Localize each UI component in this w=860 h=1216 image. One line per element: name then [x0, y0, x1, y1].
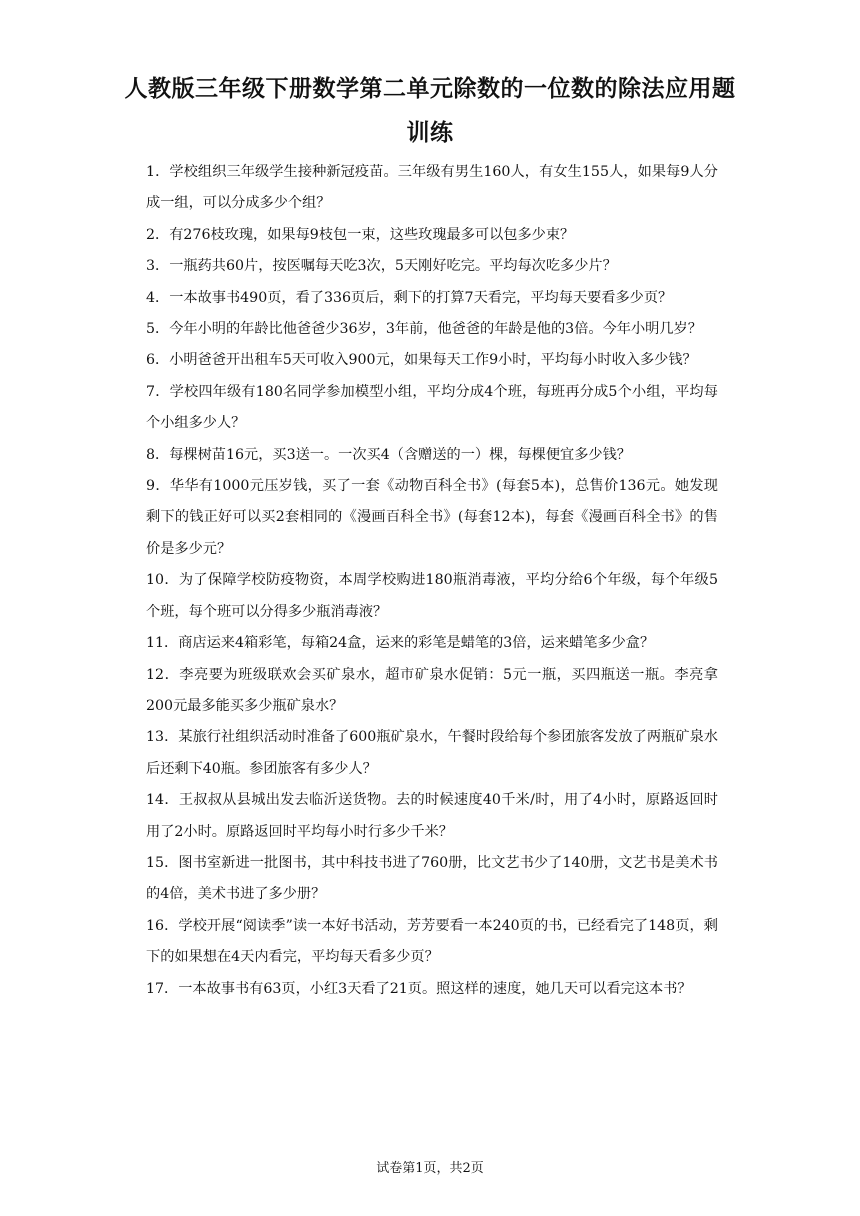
question-item: 3．一瓶药共60片，按医嘱每天吃3次，5天刚好吃完。平均每次吃多少片？ [146, 258, 617, 275]
question-item: 5．今年小明的年龄比他爸爸少36岁，3年前，他爸爸的年龄是他的3倍。今年小明几岁？ [146, 321, 702, 338]
question-item: 8．每棵树苗16元，买3送一。一次买4（含赠送的一）棵，每棵便宜多少钱？ [146, 446, 631, 463]
question-item: 10．为了保障学校防疫物资，本周学校购进180瓶消毒液，平均分给6个年级，每个年级5个班，每个班可以分得多少瓶消毒液？ [146, 572, 718, 620]
page-footer: 试卷第1页，共2页 [376, 1161, 484, 1176]
question-item: 9．华华有1000元压岁钱，买了一套《动物百科全书》(每套5本)，总售价136元。她发现剩下的钱正好可以买2套相同的《漫画百科全书》(每套12本)，每套《漫画百科全书》的售价是多少元？ [146, 478, 718, 557]
question-item: 6．小明爸爸开出租车5天可收入900元，如果每天工作9小时，平均每小时收入多少钱？ [146, 352, 697, 369]
question-item: 17．一本故事书有63页，小红3天看了21页。照这样的速度，她几天可以看完这本书？ [146, 980, 692, 997]
page-title-continued: 训练 [406, 119, 454, 146]
question-item: 1．学校组织三年级学生接种新冠疫苗。三年级有男生160人，有女生155人，如果每9人分成一组，可以分成多少个组？ [146, 164, 718, 212]
question-item: 16．学校开展“阅读季”读一本好书活动，芳芳要看一本240页的书，已经看完了148页，剩下的如果想在4天内看完，平均每天看多少页？ [146, 917, 718, 966]
question-item: 13．某旅行社组织活动时准备了600瓶矿泉水，午餐时段给每个参团旅客发放了两瓶矿泉水后还剩下40瓶。参团旅客有多少人？ [146, 729, 718, 777]
question-item: 11．商店运来4箱彩笔，每箱24盒，运来的彩笔是蜡笔的3倍，运来蜡笔多少盒？ [146, 635, 655, 652]
question-item: 14．王叔叔从县城出发去临沂送货物。去的时候速度40千米/时，用了4小时，原路返回时用了2小时。原路返回时平均每小时行多少千米？ [146, 792, 718, 840]
page-title: 人教版三年级下册数学第二单元除数的一位数的除法应用题 [124, 75, 736, 102]
question-item: 2．有276枝玫瑰，如果每9枝包一束，这些玫瑰最多可以包多少束？ [146, 226, 575, 243]
question-list [146, 157, 718, 1005]
question-item: 15．图书室新进一批图书，其中科技书进了760册，比文艺书少了140册，文艺书是美术书的4倍，美术书进了多少册？ [146, 854, 718, 903]
question-item: 12．李亮要为班级联欢会买矿泉水，超市矿泉水促销：5元一瓶，买四瓶送一瓶。李亮拿200元最多能买多少瓶矿泉水？ [146, 666, 718, 714]
question-item: 4．一本故事书490页，看了336页后，剩下的打算7天看完，平均每天要看多少页？ [146, 289, 673, 306]
question-item: 7．学校四年级有180名同学参加模型小组，平均分成4个班，每班再分成5个小组，平均每个小组多少人？ [146, 383, 718, 432]
